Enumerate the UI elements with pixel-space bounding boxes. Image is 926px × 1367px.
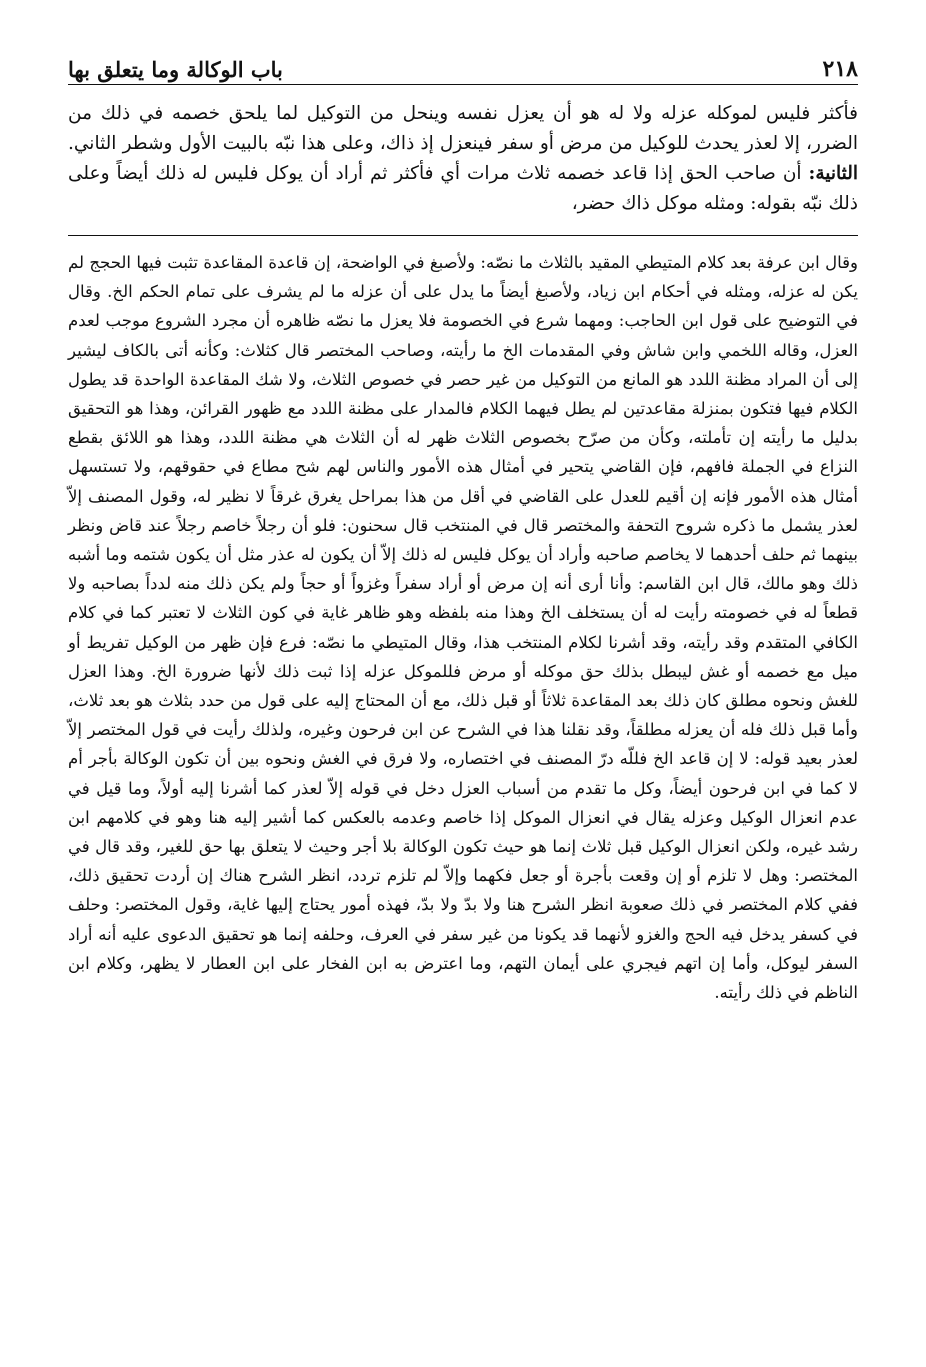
footnote-paragraph: وقال ابن عرفة بعد كلام المتيطي المقيد بالثلاث ما نصّه: ولأصبغ في الواضحة، إن قاعدة المقاعدة تثبت فيها الحجج لم يكن له عزله، ومثله في أحكام ابن زياد، ولأصبغ أيضاً ما يدل على أن عزله ما لم يشرف على تمام الحكم الخ. وقال في التوضيح على قول ابن الحاجب: ومهما شرع في الخصومة فلا يعزل ما نصّه ظاهره أن مجرد الشروع موجب لعدم العزل، وقاله اللخمي وابن شاش وفي المقدمات الخ ما رأيته، وصاحب المختصر قال كثلاث: وكأنه أتى بالكاف ليشير إلى أن المراد مظنة اللدد هو المانع من التوكيل من غير حصر في خصوص الثلاث، ولا شك المقاعدة الواحدة قد يطول الكلام فيها فتكون بمنزلة مقاعدتين لم يطل فيهما الكلام فالمدار على مظنة اللدد مع ظهور القرائن، وهذا هو التحقيق بدليل ما رأيته إن تأملته، وكأن من صرّح بخصوص الثلاث ظهر له أن الثلاث هي مظنة اللدد، وهذا هو اللائق بقطع النزاع في الجملة فافهم، فإن القاضي يتحير في أمثال هذه الأمور والناس لهم شح مطاع في حقوقهم، ولا تستسهل أمثال هذه الأمور فإنه إن أقيم للعدل على القاضي في أقل من هذا بمراحل يغرق غرقاً لا نظير له، وقول المصنف إلاّ لعذر يشمل ما ذكره شروح التحفة والمختصر قال في المنتخب قال سحنون: فلو أن رجلاً خاصم رجلاً عند قاض ونظر بينهما ثم حلف أحدهما لا يخاصم صاحبه وأراد أن يوكل فليس له ذلك إلاّ أن يكون له عذر مثل أن يكون شتمه وما أشبه ذلك وهو مالك، قال ابن القاسم: وأنا أرى أنه إن مرض أو أراد سفراً وغزواً أو حجاً ولم يكن ذلك منه لدداً بصاحبه ولا قطعاً له في خصومته رأيت له أن يستخلف الخ وهذا منه بلفظه وهو ظاهر غاية في كون الثلاث لا تعتبر كما في كلام الكافي المتقدم وقد رأيته، وقد أشرنا لكلام المنتخب هذا، وقال المتيطي ما نصّه: فرع فإن ظهر من الوكيل تفريط أو ميل مع خصمه أو غش ليبطل بذلك حق موكله أو مرض فللموكل عزله إذا ثبت ذلك لأنها ضرورة الخ. وهذا العزل للغش ونحوه مطلق كان ذلك بعد المقاعدة ثلاثاً أو قبل ذلك، مع أن المحتاج إليه على قول من حدد بثلاث هو بعد ثلاث، وأما قبل ذلك فله أن يعزله مطلقاً، وقد نقلنا هذا في الشرح عن ابن فرحون وغيره، ولذلك رأيت في قول المختصر إلاّ لعذر بعيد قوله: لا إن قاعد الخ فللّه درّ المصنف في اختصاره، ولا فرق في الغش ونحوه بين أن تكون الوكالة بأجر أم لا كما في ابن فرحون أيضاً، وكل ما تقدم من أسباب العزل دخل في قوله إلاّ لعذر كما أشرنا إليه أولاً، وما قيل في عدم انعزال الوكيل وعزله يقال في انعزال الموكل إذا خاصم وعدمه بالعكس كما أشير إليه هنا وهو في كلامهم ابن رشد غيره، ولكن انعزال الوكيل قبل ثلاث إنما هو حيث تكون الوكالة بلا أجر وحيث لا يتعلق بها حق للغير، وقد قال في المختصر: وهل لا تلزم أو إن وقعت بأجرة أو جعل فكهما وإلاّ لم تلزم تردد، انظر الشرح هناك إن أردت تحقيق ذلك، ففي كلام المختصر في ذلك صعوبة انظر الشرح هنا ولا بدّ ولا بدّ، فهذه أمور يحتاج إليها غاية، وقول المختصر: وحلف في كسفر يدخل فيه الحج والغزو لأنهما قد يكونا من غير سفر في العرف، وحلفه إنما هو تحقيق الدعوى عليه أنه أراد السفر ليوكل، وأما إن اتهم فيجري على أيمان التهم، وما اعترض به ابن الفخار على ابن العطار لا يظهر، وكلام ابن الناظم في ذلك رأيته. — [68, 253, 858, 1003]
section-label-second: الثانية: — [808, 163, 858, 184]
main-text-part-2: أن صاحب الحق إذا قاعد خصمه ثلاث مرات أي فأكثر ثم أراد أن يوكل فليس له ذلك أيضاً وعلى ذلك نبّه بقوله: ومثله موكل ذاك حضر، — [68, 163, 858, 214]
main-text — [68, 99, 858, 219]
main-text-part-1: فأكثر فليس لموكله عزله ولا له هو أن يعزل نفسه وينحل من التوكيل لما يلحق خصمه في ذلك من الضرر، إلا لعذر يحدث للوكيل من مرض أو سفر فينعزل إذ ذاك، وعلى هذا نبّه بالبيت الأول وشطر الثاني. — [68, 103, 858, 154]
book-page — [68, 42, 858, 1007]
page-number: ٢١٨ — [822, 56, 858, 82]
footnote-block — [68, 248, 858, 1007]
footnote-divider — [68, 235, 858, 236]
chapter-title: باب الوكالة وما يتعلق بها — [68, 57, 283, 82]
running-header — [68, 42, 858, 85]
